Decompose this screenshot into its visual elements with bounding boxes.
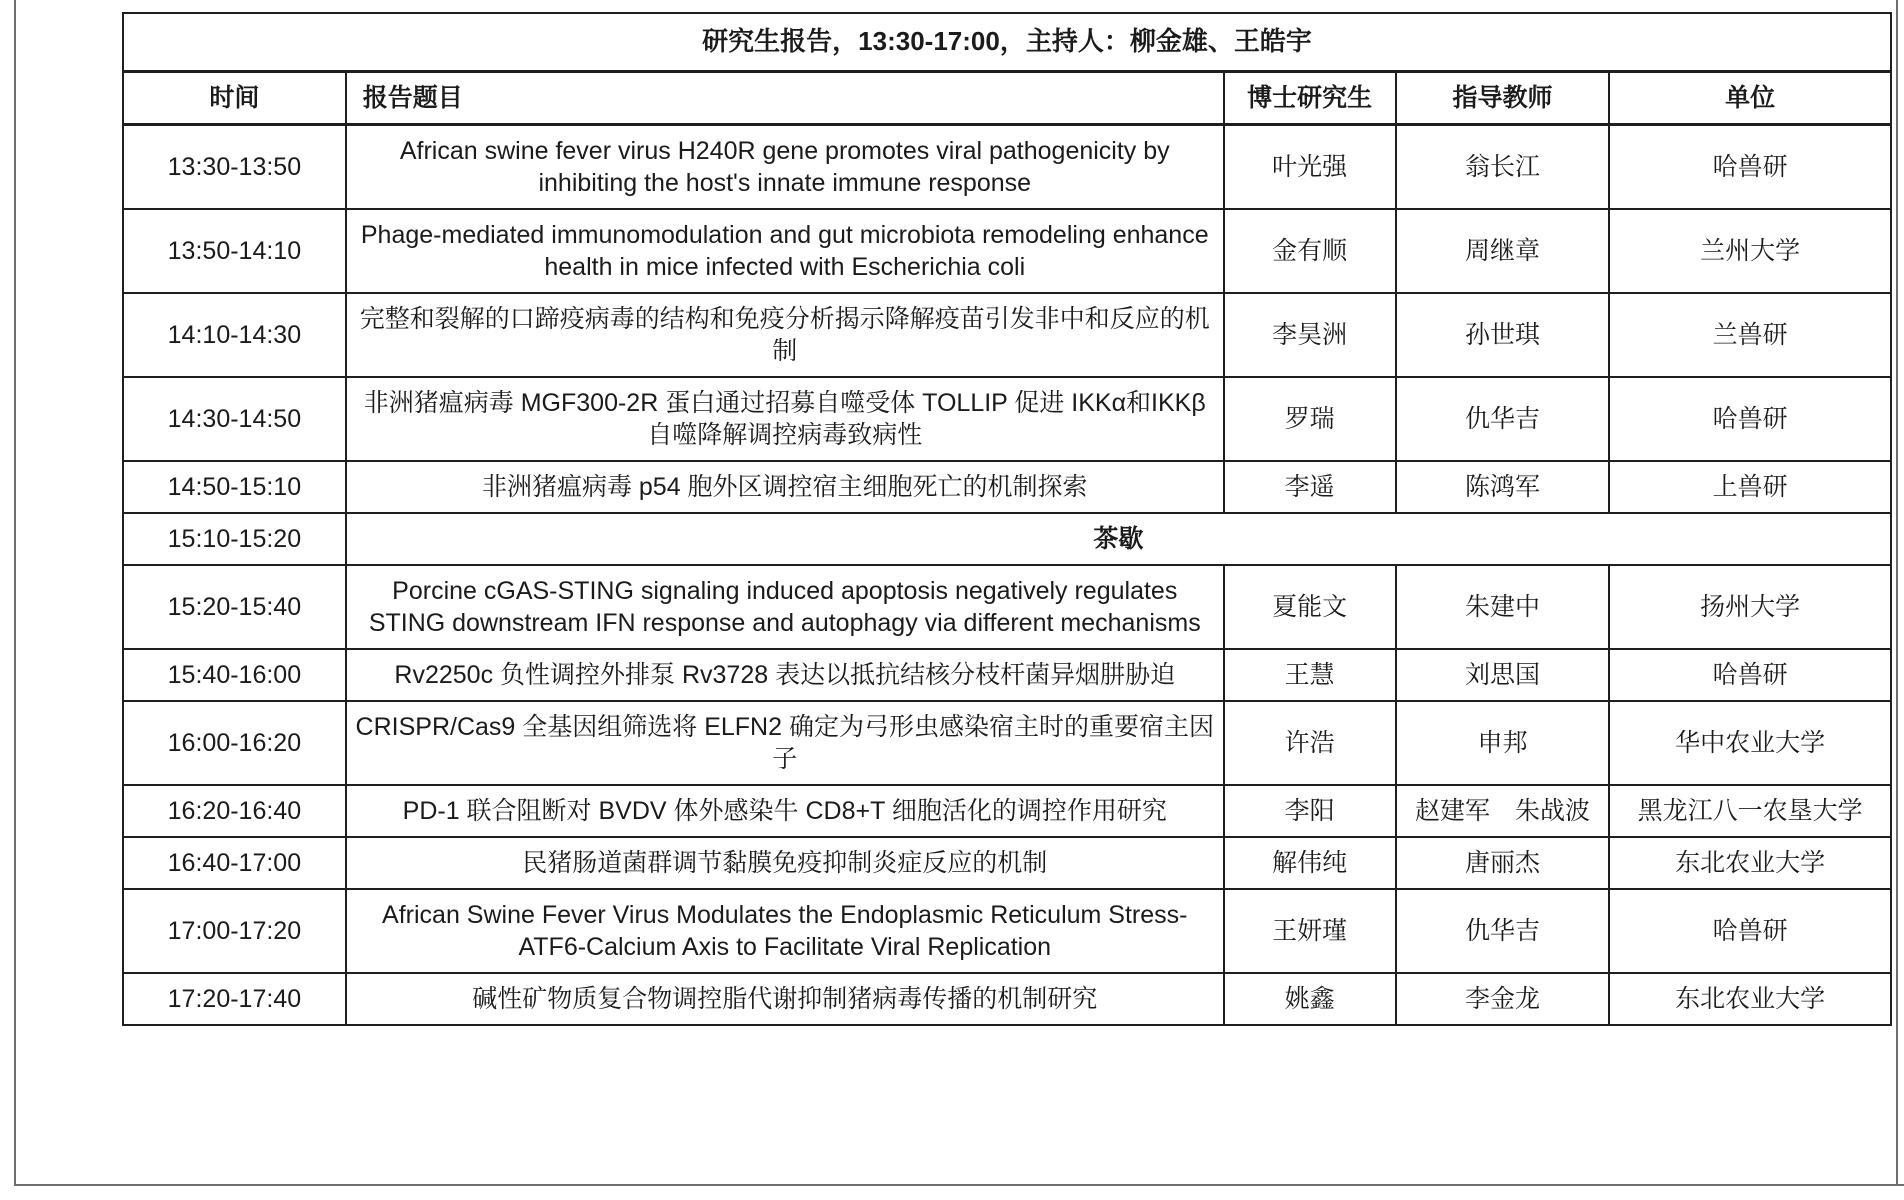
session-row (123, 649, 1891, 701)
advisor-cell: 翁长江 (1396, 125, 1610, 210)
student-cell: 金有顺 (1224, 209, 1396, 293)
topic-cell: Phage-mediated immunomodulation and gut microbiota remodeling enhance health in mice infected with Escherichia coli (346, 209, 1224, 293)
student-cell: 许浩 (1224, 701, 1396, 785)
advisor-cell: 刘思国 (1396, 649, 1610, 701)
advisor-cell: 唐丽杰 (1396, 837, 1610, 889)
student-cell: 罗瑞 (1224, 377, 1396, 461)
advisor-cell: 申邦 (1396, 701, 1610, 785)
topic-cell: 非洲猪瘟病毒 MGF300-2R 蛋白通过招募自噬受体 TOLLIP 促进 IKKα和IKKβ自噬降解调控病毒致病性 (346, 377, 1224, 461)
session-row (123, 565, 1891, 649)
topic-cell: African swine fever virus H240R gene promotes viral pathogenicity by inhibiting the host's innate immune response (346, 125, 1224, 210)
affiliation-cell: 哈兽研 (1609, 649, 1891, 701)
student-cell: 夏能文 (1224, 565, 1396, 649)
column-header-advisor: 指导教师 (1396, 72, 1610, 125)
affiliation-cell: 哈兽研 (1609, 125, 1891, 210)
topic-cell: Rv2250c 负性调控外排泵 Rv3728 表达以抵抗结核分枝杆菌异烟肼胁迫 (346, 649, 1224, 701)
time-cell: 15:40-16:00 (123, 649, 346, 701)
topic-cell: 非洲猪瘟病毒 p54 胞外区调控宿主细胞死亡的机制探索 (346, 461, 1224, 513)
topic-cell: 完整和裂解的口蹄疫病毒的结构和免疫分析揭示降解疫苗引发非中和反应的机制 (346, 293, 1224, 377)
table-header-row (123, 72, 1891, 125)
affiliation-cell: 哈兽研 (1609, 377, 1891, 461)
affiliation-cell: 黑龙江八一农垦大学 (1609, 785, 1891, 837)
topic-cell: African Swine Fever Virus Modulates the Endoplasmic Reticulum Stress-ATF6-Calcium Axis to Facilitate Viral Replication (346, 889, 1224, 973)
session-row (123, 837, 1891, 889)
time-cell: 17:00-17:20 (123, 889, 346, 973)
topic-cell: 民猪肠道菌群调节黏膜免疫抑制炎症反应的机制 (346, 837, 1224, 889)
session-row (123, 461, 1891, 513)
time-cell: 17:20-17:40 (123, 973, 346, 1025)
schedule-table (122, 12, 1892, 1026)
student-cell: 叶光强 (1224, 125, 1396, 210)
affiliation-cell: 哈兽研 (1609, 889, 1891, 973)
time-cell: 14:50-15:10 (123, 461, 346, 513)
affiliation-cell: 扬州大学 (1609, 565, 1891, 649)
student-cell: 姚鑫 (1224, 973, 1396, 1025)
table-title-row (123, 13, 1891, 72)
page-edge-line-right (1896, 0, 1898, 1186)
session-title: 研究生报告，13:30-17:00，主持人：柳金雄、王皓宇 (123, 13, 1891, 72)
session-row (123, 293, 1891, 377)
break-row (123, 513, 1891, 565)
time-cell: 15:20-15:40 (123, 565, 346, 649)
break-label-cell: 茶歇 (346, 513, 1891, 565)
student-cell: 解伟纯 (1224, 837, 1396, 889)
topic-cell: Porcine cGAS-STING signaling induced apoptosis negatively regulates STING downstream IFN response and autophagy via different mechanisms (346, 565, 1224, 649)
advisor-cell: 仇华吉 (1396, 889, 1610, 973)
session-row (123, 209, 1891, 293)
advisor-cell: 孙世琪 (1396, 293, 1610, 377)
time-cell: 13:30-13:50 (123, 125, 346, 210)
advisor-cell: 赵建军 朱战波 (1396, 785, 1610, 837)
column-header-topic: 报告题目 (346, 72, 1224, 125)
time-cell: 16:40-17:00 (123, 837, 346, 889)
affiliation-cell: 东北农业大学 (1609, 837, 1891, 889)
time-cell: 16:20-16:40 (123, 785, 346, 837)
student-cell: 李昊洲 (1224, 293, 1396, 377)
column-header-student: 博士研究生 (1224, 72, 1396, 125)
student-cell: 李遥 (1224, 461, 1396, 513)
advisor-cell: 陈鸿军 (1396, 461, 1610, 513)
topic-cell: 碱性矿物质复合物调控脂代谢抑制猪病毒传播的机制研究 (346, 973, 1224, 1025)
topic-cell: CRISPR/Cas9 全基因组筛选将 ELFN2 确定为弓形虫感染宿主时的重要宿主因子 (346, 701, 1224, 785)
time-cell: 14:30-14:50 (123, 377, 346, 461)
session-row (123, 701, 1891, 785)
time-cell: 14:10-14:30 (123, 293, 346, 377)
page-edge-line-left (14, 0, 16, 1186)
advisor-cell: 李金龙 (1396, 973, 1610, 1025)
time-cell: 16:00-16:20 (123, 701, 346, 785)
student-cell: 王慧 (1224, 649, 1396, 701)
column-header-time: 时间 (123, 72, 346, 125)
advisor-cell: 朱建中 (1396, 565, 1610, 649)
affiliation-cell: 兰兽研 (1609, 293, 1891, 377)
affiliation-cell: 华中农业大学 (1609, 701, 1891, 785)
affiliation-cell: 上兽研 (1609, 461, 1891, 513)
advisor-cell: 周继章 (1396, 209, 1610, 293)
time-cell: 15:10-15:20 (123, 513, 346, 565)
advisor-cell: 仇华吉 (1396, 377, 1610, 461)
session-row (123, 785, 1891, 837)
student-cell: 王妍瑾 (1224, 889, 1396, 973)
student-cell: 李阳 (1224, 785, 1396, 837)
affiliation-cell: 东北农业大学 (1609, 973, 1891, 1025)
session-row (123, 377, 1891, 461)
page-edge-line-bottom (14, 1184, 1904, 1186)
affiliation-cell: 兰州大学 (1609, 209, 1891, 293)
column-header-affiliation: 单位 (1609, 72, 1891, 125)
session-row (123, 125, 1891, 210)
session-row (123, 889, 1891, 973)
session-row (123, 973, 1891, 1025)
time-cell: 13:50-14:10 (123, 209, 346, 293)
topic-cell: PD-1 联合阻断对 BVDV 体外感染牛 CD8+T 细胞活化的调控作用研究 (346, 785, 1224, 837)
